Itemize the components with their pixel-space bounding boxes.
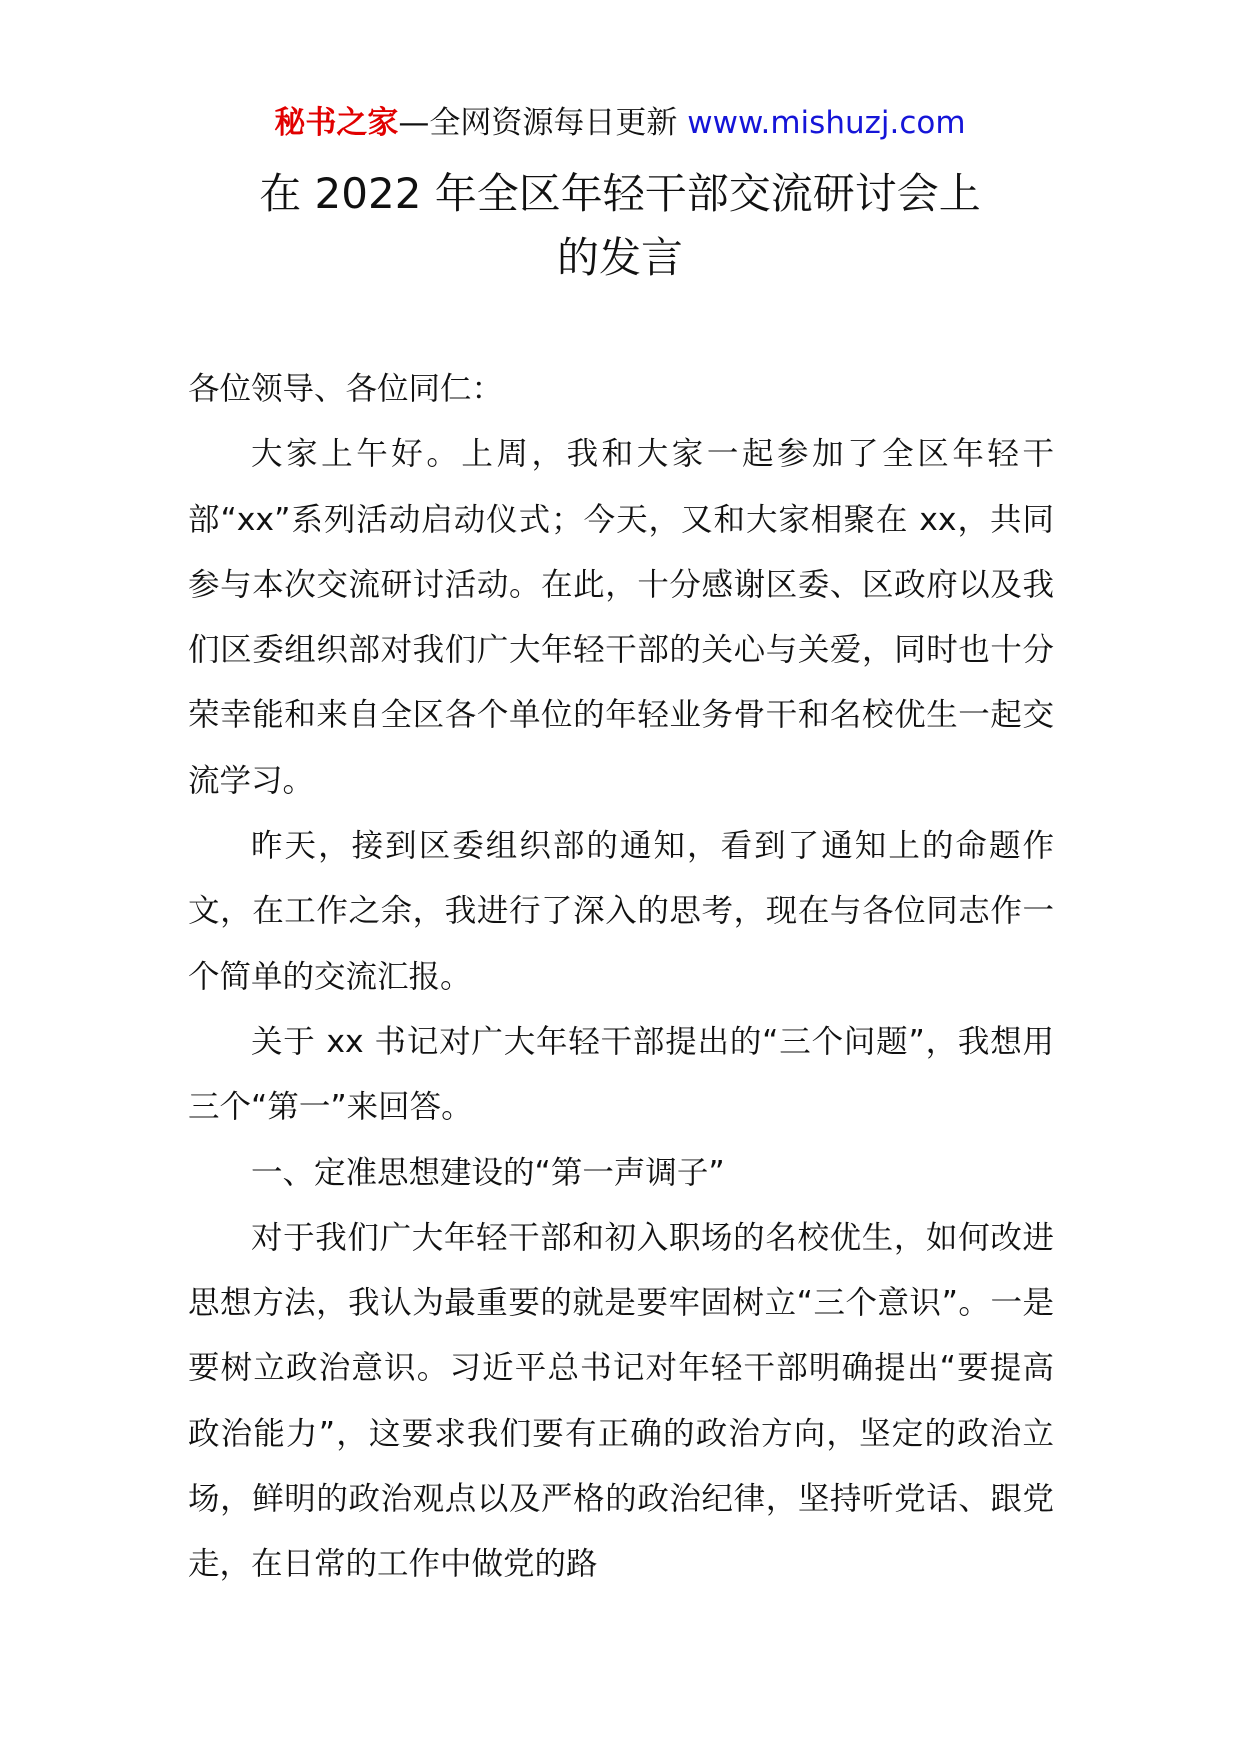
site-header: [0, 98, 1240, 148]
paragraph-greeting: 大家上午好。上周，我和大家一起参加了全区年轻干部“xx”系列活动启动仪式；今天，又和大家相聚在 xx，共同参与本次交流研讨活动。在此，十分感谢区委、区政府以及我们区委组织部对我们广大年轻干部的关心与关爱，同时也十分荣幸能和来自全区各个单位的年轻业务骨干和名校优生一起交流学习。: [188, 436, 1054, 799]
paragraph-notice: 昨天，接到区委组织部的通知，看到了通知上的命题作文，在工作之余，我进行了深入的思考，现在与各位同志作一个简单的交流汇报。: [188, 828, 1054, 995]
paragraph-section-1: 对于我们广大年轻干部和初入职场的名校优生，如何改进思想方法，我认为最重要的就是要牢固树立“三个意识”。一是要树立政治意识。习近平总书记对年轻干部明确提出“要提高政治能力”，这要求我们要有正确的政治方向，坚定的政治立场，鲜明的政治观点以及严格的政治纪律，坚持听党话、跟党走，在日常的工作中做党的路: [188, 1219, 1054, 1583]
brand-name: 秘书之家: [274, 105, 399, 141]
document-body: [188, 357, 1054, 1598]
paragraph-three-questions: 关于 xx 书记对广大年轻干部提出的“三个问题”，我想用三个“第一”来回答。: [188, 1023, 1054, 1126]
document-title: [180, 162, 1060, 290]
header-tagline: —全网资源每日更新: [398, 105, 688, 141]
site-url-link[interactable]: www.mishuzj.com: [687, 105, 966, 141]
title-line-2: 的发言: [556, 233, 683, 282]
section-heading-1: 一、定准思想建设的“第一声调子”: [251, 1154, 725, 1191]
title-line-1: 在 2022 年全区年轻干部交流研讨会上: [259, 169, 981, 218]
salutation: 各位领导、各位同仁：: [188, 371, 504, 407]
